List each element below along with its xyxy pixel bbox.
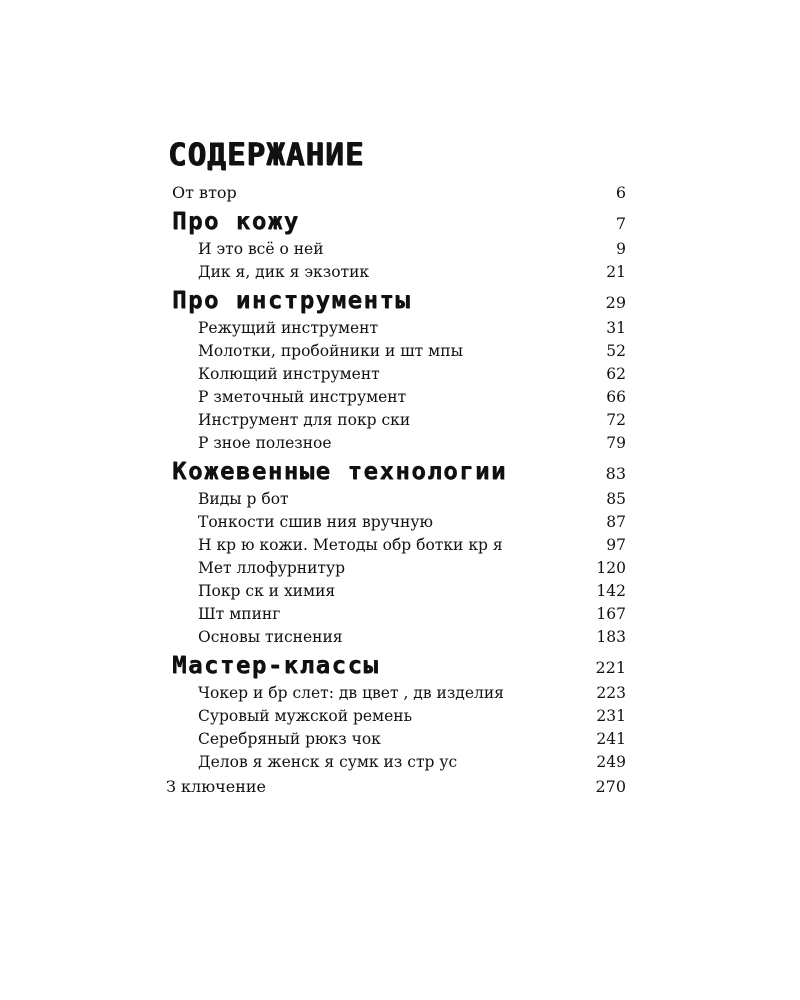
toc-entry[interactable] xyxy=(166,728,626,751)
toc-entry[interactable] xyxy=(166,511,626,534)
toc-entry-label: Серебряный рюкз чок xyxy=(198,730,381,748)
toc-entry-page: 72 xyxy=(606,411,626,429)
toc-entry-label: Тонкости сшив ния вручную xyxy=(198,513,433,531)
toc-section-heading[interactable] xyxy=(166,649,626,682)
toc-section-title: Про инструменты xyxy=(172,286,412,314)
toc-entry-label: Молотки, пробойники и шт мпы xyxy=(198,342,463,360)
toc-entry-label: От втор xyxy=(172,183,237,202)
toc-entry-page: 142 xyxy=(596,582,626,600)
toc-entry-page: 87 xyxy=(606,513,626,531)
toc-entry-page: 231 xyxy=(596,707,626,725)
toc-entry-page: 85 xyxy=(606,490,626,508)
toc-entry[interactable] xyxy=(166,261,626,284)
toc-entry-page: 6 xyxy=(615,183,626,202)
toc-entry-label: Суровый мужской ремень xyxy=(198,707,413,725)
toc-entry-page: 79 xyxy=(606,434,626,452)
toc-entry-page: 120 xyxy=(596,559,626,577)
toc-entry-page: 21 xyxy=(606,263,626,281)
toc-entry-page: 62 xyxy=(606,365,626,383)
toc-entry[interactable] xyxy=(166,705,626,728)
toc-entry[interactable] xyxy=(166,534,626,557)
toc-entry-page: 31 xyxy=(606,319,626,337)
toc-entry-page: 52 xyxy=(606,342,626,360)
toc-entry[interactable] xyxy=(166,580,626,603)
toc-entry-label: З ключение xyxy=(166,777,266,796)
toc-entry-page: 9 xyxy=(616,240,626,258)
toc-entry-page: 66 xyxy=(606,388,626,406)
toc-section-page: 221 xyxy=(595,658,626,677)
toc-entry[interactable] xyxy=(166,488,626,511)
toc-section-title: Кожевенные технологии xyxy=(172,457,507,485)
toc-section-heading[interactable] xyxy=(166,284,626,317)
toc-entry[interactable] xyxy=(166,432,626,455)
toc-entry-label: Р зметочный инструмент xyxy=(198,388,407,406)
toc-entry[interactable] xyxy=(166,340,626,363)
toc-entry-label: Шт мпинг xyxy=(198,605,281,623)
toc-entry-page: 223 xyxy=(596,684,626,702)
toc-entry-page: 241 xyxy=(596,730,626,748)
toc-entry-page: 167 xyxy=(596,605,626,623)
toc-entry-outro[interactable] xyxy=(166,774,626,799)
toc-section-title: Про кожу xyxy=(172,207,300,235)
toc-entry[interactable] xyxy=(166,363,626,386)
table-of-contents xyxy=(166,138,626,799)
toc-entry-label: Основы тиснения xyxy=(198,628,343,646)
toc-entry-label: Покр ск и химия xyxy=(198,582,336,600)
toc-entry-label: Виды р бот xyxy=(198,490,289,508)
toc-entry-page: 249 xyxy=(596,753,626,771)
toc-entry-label: Инструмент для покр ски xyxy=(198,411,411,429)
toc-entry[interactable] xyxy=(166,626,626,649)
toc-entry-page: 97 xyxy=(606,536,626,554)
toc-section-heading[interactable] xyxy=(166,205,626,238)
toc-entry-label: Дик я, дик я экзотик xyxy=(198,263,370,281)
toc-entry-label: Делов я женск я сумк из стр ус xyxy=(198,753,458,771)
toc-entry-label: И это всё о ней xyxy=(198,240,324,258)
toc-entry-label: Колющий инструмент xyxy=(198,365,380,383)
toc-entry[interactable] xyxy=(166,409,626,432)
toc-section-page: 29 xyxy=(605,293,626,312)
toc-entry[interactable] xyxy=(166,682,626,705)
toc-entry[interactable] xyxy=(166,386,626,409)
toc-section-page: 83 xyxy=(605,464,626,483)
page-title: СОДЕРЖАНИЕ xyxy=(168,137,365,173)
toc-entry[interactable] xyxy=(166,751,626,774)
toc-entry-label: Чокер и бр слет: дв цвет , дв изделия xyxy=(198,684,504,702)
toc-section-title: Мастер-классы xyxy=(172,651,380,679)
toc-sections xyxy=(166,205,626,774)
toc-entry-label: Р зное полезное xyxy=(198,434,332,452)
toc-entry[interactable] xyxy=(166,238,626,261)
toc-entry-label: Мет ллофурнитур xyxy=(198,559,346,577)
toc-entry-intro[interactable] xyxy=(166,180,626,205)
toc-entry[interactable] xyxy=(166,317,626,340)
toc-entry-label: Режущий инструмент xyxy=(198,319,379,337)
toc-section-page: 7 xyxy=(615,214,626,233)
toc-entry-label: Н кр ю кожи. Методы обр ботки кр я xyxy=(198,536,503,554)
toc-section-heading[interactable] xyxy=(166,455,626,488)
toc-entry[interactable] xyxy=(166,603,626,626)
toc-entry-page: 183 xyxy=(596,628,626,646)
toc-entry[interactable] xyxy=(166,557,626,580)
toc-entry-page: 270 xyxy=(595,777,626,796)
